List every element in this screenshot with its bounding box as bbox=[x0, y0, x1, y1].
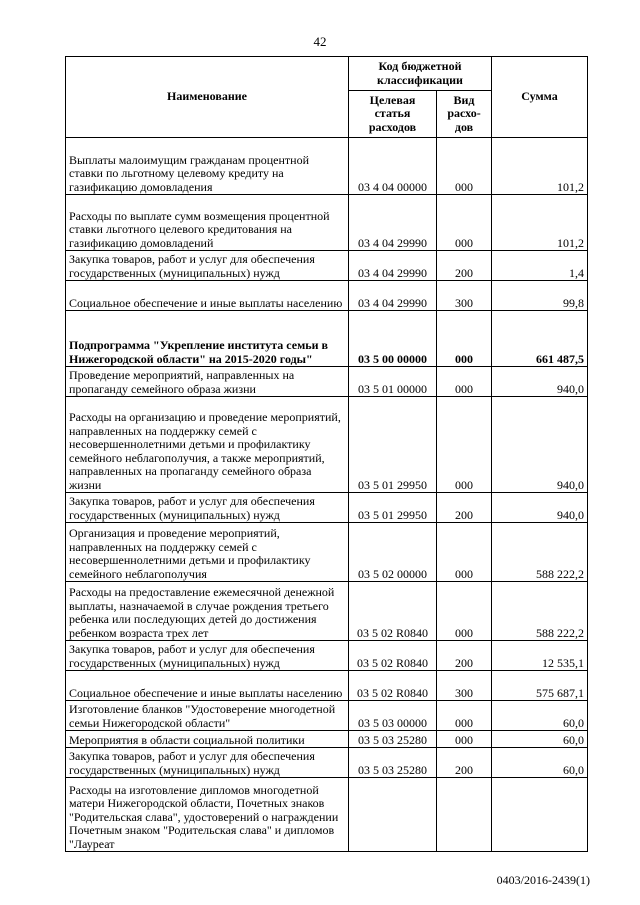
row-sum: 101,2 bbox=[492, 195, 588, 251]
row-target-code: 03 5 03 00000 bbox=[349, 701, 437, 731]
row-target-code: 03 5 01 00000 bbox=[349, 367, 437, 397]
document-code: 0403/2016-2439(1) bbox=[496, 873, 590, 887]
header-type: Вид расхо-дов bbox=[437, 91, 492, 138]
row-sum: 940,0 bbox=[492, 397, 588, 493]
row-name: Проведение мероприятий, направленных на пропаганду семейного образа жизни bbox=[66, 367, 349, 397]
row-expense-type bbox=[437, 778, 492, 852]
row-name: Изготовление бланков "Удостоверение многодетной семьи Нижегородской области" bbox=[66, 701, 349, 731]
row-name: Расходы по выплате сумм возмещения процентной ставки льготного целевого кредитования на газификацию домовладений bbox=[66, 195, 349, 251]
row-expense-type: 200 bbox=[437, 641, 492, 671]
table-row bbox=[66, 367, 588, 397]
row-expense-type: 000 bbox=[437, 367, 492, 397]
table-row bbox=[66, 493, 588, 523]
row-name: Мероприятия в области социальной политики bbox=[66, 731, 349, 748]
row-sum: 588 222,2 bbox=[492, 523, 588, 582]
row-expense-type: 200 bbox=[437, 748, 492, 778]
row-expense-type: 000 bbox=[437, 397, 492, 493]
row-sum: 60,0 bbox=[492, 748, 588, 778]
row-expense-type: 000 bbox=[437, 138, 492, 195]
row-name: Социальное обеспечение и иные выплаты населению bbox=[66, 281, 349, 311]
row-sum: 575 687,1 bbox=[492, 671, 588, 701]
row-sum bbox=[492, 778, 588, 852]
table-row bbox=[66, 778, 588, 852]
row-sum: 60,0 bbox=[492, 731, 588, 748]
row-name: Организация и проведение мероприятий, направленных на поддержку семей с несовершеннолетними детьми и профилактику семейного неблагополучия bbox=[66, 523, 349, 582]
row-name: Закупка товаров, работ и услуг для обеспечения государственных (муниципальных) нужд bbox=[66, 493, 349, 523]
row-target-code: 03 5 02 R0840 bbox=[349, 641, 437, 671]
table-row bbox=[66, 138, 588, 195]
row-sum: 661 487,5 bbox=[492, 311, 588, 367]
row-expense-type: 300 bbox=[437, 671, 492, 701]
row-expense-type: 000 bbox=[437, 523, 492, 582]
row-expense-type: 000 bbox=[437, 582, 492, 641]
row-expense-type: 000 bbox=[437, 195, 492, 251]
row-expense-type: 300 bbox=[437, 281, 492, 311]
row-name: Закупка товаров, работ и услуг для обеспечения государственных (муниципальных) нужд bbox=[66, 748, 349, 778]
row-name: Закупка товаров, работ и услуг для обеспечения государственных (муниципальных) нужд bbox=[66, 251, 349, 281]
row-sum: 12 535,1 bbox=[492, 641, 588, 671]
row-name: Выплаты малоимущим гражданам процентной ставки по льготному целевому кредиту на газификацию домовладения bbox=[66, 138, 349, 195]
row-expense-type: 200 bbox=[437, 251, 492, 281]
row-sum: 940,0 bbox=[492, 493, 588, 523]
row-target-code: 03 5 01 29950 bbox=[349, 493, 437, 523]
header-sum: Сумма bbox=[492, 57, 588, 138]
row-name: Социальное обеспечение и иные выплаты населению bbox=[66, 671, 349, 701]
row-name: Расходы на организацию и проведение мероприятий, направленных на поддержку семей с несовершеннолетними детьми и профилактику семейного неблагополучия, а также мероприятий, направленных на пропаганду семейного образа жизни bbox=[66, 397, 349, 493]
row-sum: 1,4 bbox=[492, 251, 588, 281]
row-target-code: 03 5 03 25280 bbox=[349, 731, 437, 748]
table-row bbox=[66, 641, 588, 671]
table-row bbox=[66, 582, 588, 641]
table-row bbox=[66, 671, 588, 701]
row-target-code: 03 5 03 25280 bbox=[349, 748, 437, 778]
table-row bbox=[66, 397, 588, 493]
table-row bbox=[66, 701, 588, 731]
row-expense-type: 200 bbox=[437, 493, 492, 523]
table-row bbox=[66, 281, 588, 311]
row-name: Подпрограмма "Укрепление института семьи в Нижегородской области" на 2015-2020 годы" bbox=[66, 311, 349, 367]
row-target-code: 03 5 02 00000 bbox=[349, 523, 437, 582]
row-target-code: 03 5 01 29950 bbox=[349, 397, 437, 493]
row-target-code: 03 4 04 00000 bbox=[349, 138, 437, 195]
row-target-code: 03 4 04 29990 bbox=[349, 195, 437, 251]
row-name: Расходы на изготовление дипломов многодетной матери Нижегородской области, Почетных знаков "Родительская слава", удостоверений о награждении Почетным знаком "Родительская слава" и дипломов "Лауреат bbox=[66, 778, 349, 852]
table-row bbox=[66, 523, 588, 582]
header-target: Целевая статья расходов bbox=[349, 91, 437, 138]
row-sum: 588 222,2 bbox=[492, 582, 588, 641]
header-name: Наименование bbox=[66, 57, 349, 138]
row-expense-type: 000 bbox=[437, 311, 492, 367]
row-sum: 940,0 bbox=[492, 367, 588, 397]
row-expense-type: 000 bbox=[437, 701, 492, 731]
row-name: Закупка товаров, работ и услуг для обеспечения государственных (муниципальных) нужд bbox=[66, 641, 349, 671]
table-row bbox=[66, 251, 588, 281]
row-target-code: 03 5 00 00000 bbox=[349, 311, 437, 367]
table-row bbox=[66, 311, 588, 367]
row-sum: 101,2 bbox=[492, 138, 588, 195]
row-target-code: 03 5 02 R0840 bbox=[349, 671, 437, 701]
row-sum: 60,0 bbox=[492, 701, 588, 731]
row-target-code: 03 4 04 29990 bbox=[349, 281, 437, 311]
row-name: Расходы на предоставление ежемесячной денежной выплаты, назначаемой в случае рождения третьего ребенка или последующих детей до достижения ребенком возраста трех лет bbox=[66, 582, 349, 641]
row-sum: 99,8 bbox=[492, 281, 588, 311]
page-number: 42 bbox=[313, 34, 327, 49]
row-target-code bbox=[349, 778, 437, 852]
row-expense-type: 000 bbox=[437, 731, 492, 748]
table-row bbox=[66, 731, 588, 748]
row-target-code: 03 4 04 29990 bbox=[349, 251, 437, 281]
table-row bbox=[66, 748, 588, 778]
table-row bbox=[66, 195, 588, 251]
budget-table bbox=[65, 56, 588, 852]
row-target-code: 03 5 02 R0840 bbox=[349, 582, 437, 641]
header-code-group: Код бюджетной классификации bbox=[349, 57, 492, 91]
